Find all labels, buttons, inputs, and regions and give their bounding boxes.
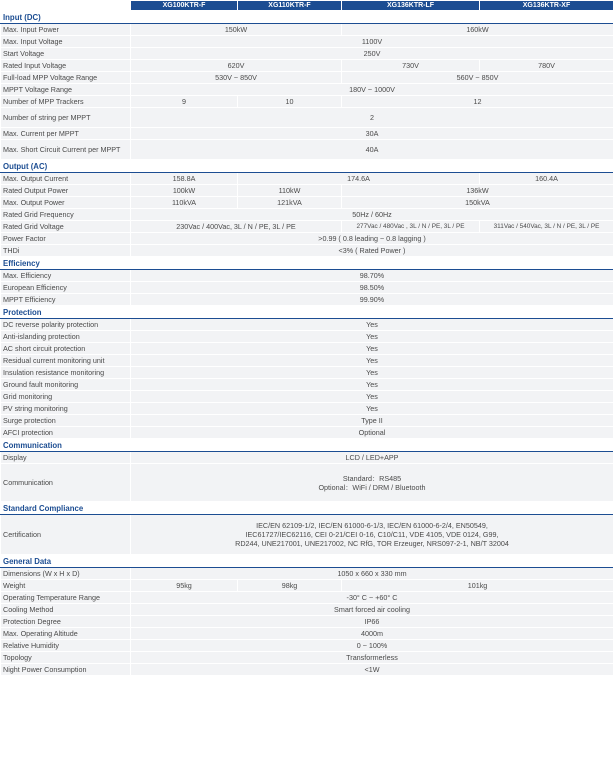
row-value: 136kW <box>342 185 613 197</box>
table-row <box>1 72 613 84</box>
row-label: Display <box>1 452 131 464</box>
table-row <box>1 652 613 664</box>
table-row <box>1 96 613 108</box>
table-row <box>1 24 613 36</box>
row-label: Cooling Method <box>1 604 131 616</box>
table-row <box>1 515 613 555</box>
row-value: Yes <box>131 391 613 403</box>
row-label: Full-load MPP Voltage Range <box>1 72 131 84</box>
row-value: 100kW <box>131 185 238 197</box>
row-value: 277Vac / 480Vac , 3L / N / PE, 3L / PE <box>342 221 480 233</box>
row-value: Yes <box>131 319 613 331</box>
row-label: Max. Input Power <box>1 24 131 36</box>
row-label: Relative Humidity <box>1 640 131 652</box>
table-row <box>1 209 613 221</box>
row-value: 10 <box>238 96 342 108</box>
row-value: 121kVA <box>238 197 342 209</box>
row-value: 4000m <box>131 628 613 640</box>
table-row <box>1 664 613 676</box>
row-value: 99.90% <box>131 294 613 306</box>
row-value: Yes <box>131 343 613 355</box>
row-label: Operating Temperature Range <box>1 592 131 604</box>
row-label: Number of string per MPPT <box>1 108 131 128</box>
section-heading-row <box>1 555 613 568</box>
table-row <box>1 185 613 197</box>
table-row <box>1 245 613 257</box>
table-row <box>1 604 613 616</box>
table-row <box>1 84 613 96</box>
table-row <box>1 391 613 403</box>
row-value: >0.99 ( 0.8 leading ~ 0.8 lagging ) <box>131 233 613 245</box>
row-value: 180V ~ 1000V <box>131 84 613 96</box>
table-row <box>1 319 613 331</box>
row-value: 40A <box>131 140 613 160</box>
section-communication-title: Communication <box>1 439 613 452</box>
row-value: 98kg <box>238 580 342 592</box>
row-value: 30A <box>131 128 613 140</box>
model-header: XG136KTR-XF <box>480 1 613 11</box>
row-value: Yes <box>131 379 613 391</box>
row-label: Max. Short Circuit Current per MPPT <box>1 140 131 160</box>
table-row <box>1 282 613 294</box>
section-protection-title: Protection <box>1 306 613 319</box>
row-label: Power Factor <box>1 233 131 245</box>
table-row <box>1 60 613 72</box>
model-header: XG136KTR-LF <box>342 1 480 11</box>
table-row <box>1 415 613 427</box>
row-label: Max. Operating Altitude <box>1 628 131 640</box>
row-label: Max. Output Current <box>1 173 131 185</box>
table-row <box>1 331 613 343</box>
section-heading-row <box>1 439 613 452</box>
row-label: AFCI protection <box>1 427 131 439</box>
table-row <box>1 173 613 185</box>
section-output-title: Output (AC) <box>1 160 613 173</box>
row-value: 530V ~ 850V <box>131 72 342 84</box>
row-value: 730V <box>342 60 480 72</box>
row-label: PV string monitoring <box>1 403 131 415</box>
header-blank <box>1 1 131 11</box>
row-value: 2 <box>131 108 613 128</box>
row-value: 311Vac / 540Vac, 3L / N / PE, 3L / PE <box>480 221 613 233</box>
row-value: Optional <box>131 427 613 439</box>
row-label: Insulation resistance monitoring <box>1 367 131 379</box>
row-value: 50Hz / 60Hz <box>131 209 613 221</box>
row-value: 158.8A <box>131 173 238 185</box>
row-value: 150kVA <box>342 197 613 209</box>
table-row <box>1 367 613 379</box>
row-label: Start Voltage <box>1 48 131 60</box>
row-value: Type II <box>131 415 613 427</box>
row-value: 1100V <box>131 36 613 48</box>
row-value: Transformerless <box>131 652 613 664</box>
table-row <box>1 568 613 580</box>
row-value: <1W <box>131 664 613 676</box>
row-value: 780V <box>480 60 613 72</box>
row-label: Protection Degree <box>1 616 131 628</box>
row-value: 230Vac / 400Vac, 3L / N / PE, 3L / PE <box>131 221 342 233</box>
row-value: LCD / LED+APP <box>131 452 613 464</box>
row-value: 160.4A <box>480 173 613 185</box>
row-label: Max. Efficiency <box>1 270 131 282</box>
row-label: Number of MPP Trackers <box>1 96 131 108</box>
row-value: 1050 x 660 x 330 mm <box>131 568 613 580</box>
section-heading-row <box>1 160 613 173</box>
row-value: 12 <box>342 96 613 108</box>
row-label: Dimensions (W x H x D) <box>1 568 131 580</box>
table-row <box>1 294 613 306</box>
table-row <box>1 628 613 640</box>
table-row <box>1 343 613 355</box>
row-label: Rated Grid Voltage <box>1 221 131 233</box>
row-value: -30° C ~ +60° C <box>131 592 613 604</box>
row-label: Weight <box>1 580 131 592</box>
row-value: 9 <box>131 96 238 108</box>
row-value: Standard：RS485 Optional：WiFi / DRM / Bluetooth <box>131 464 613 502</box>
table-row <box>1 233 613 245</box>
table-row <box>1 427 613 439</box>
row-label: Certification <box>1 515 131 555</box>
row-value: <3% ( Rated Power ) <box>131 245 613 257</box>
row-label: European Efficiency <box>1 282 131 294</box>
row-value: IEC/EN 62109-1/2, IEC/EN 61000-6-1/3, IEC/EN 61000-6-2/4, EN50549, IEC61727/IEC62116, CEI 0-21/CEI 0-16, C10/C11, VDE 4105, VDE 0124, G99, RD244, UNE217001, UNE217002, NC RfG, TOR Erzeuger, NRS097-2-1, NB/T 32004 <box>131 515 613 555</box>
row-value: Yes <box>131 355 613 367</box>
table-row <box>1 640 613 652</box>
row-label: Max. Input Voltage <box>1 36 131 48</box>
section-general-title: General Data <box>1 555 613 568</box>
row-label: Rated Input Voltage <box>1 60 131 72</box>
row-value: Smart forced air cooling <box>131 604 613 616</box>
model-header: XG100KTR-F <box>131 1 238 11</box>
table-row <box>1 140 613 160</box>
row-value: 174.6A <box>238 173 480 185</box>
row-label: Topology <box>1 652 131 664</box>
row-value: IP66 <box>131 616 613 628</box>
row-value: Yes <box>131 403 613 415</box>
row-value: 98.70% <box>131 270 613 282</box>
row-label: Rated Output Power <box>1 185 131 197</box>
table-row <box>1 452 613 464</box>
table-row <box>1 108 613 128</box>
row-label: Max. Current per MPPT <box>1 128 131 140</box>
row-label: AC short circuit protection <box>1 343 131 355</box>
section-input-title: Input (DC) <box>1 11 613 24</box>
table-row <box>1 221 613 233</box>
table-row <box>1 580 613 592</box>
table-row <box>1 48 613 60</box>
row-value: Yes <box>131 367 613 379</box>
section-efficiency-title: Efficiency <box>1 257 613 270</box>
row-value: 98.50% <box>131 282 613 294</box>
row-label: Communication <box>1 464 131 502</box>
row-value: 250V <box>131 48 613 60</box>
row-value: 95kg <box>131 580 238 592</box>
row-value: 560V ~ 850V <box>342 72 613 84</box>
table-row <box>1 616 613 628</box>
section-heading-row <box>1 502 613 515</box>
row-label: Night Power Consumption <box>1 664 131 676</box>
row-label: Residual current monitoring unit <box>1 355 131 367</box>
row-label: Rated Grid Frequency <box>1 209 131 221</box>
table-row <box>1 403 613 415</box>
row-value: 110kVA <box>131 197 238 209</box>
section-heading-row <box>1 306 613 319</box>
table-row <box>1 379 613 391</box>
row-value: Yes <box>131 331 613 343</box>
section-standard-title: Standard Compliance <box>1 502 613 515</box>
row-value: 150kW <box>131 24 342 36</box>
row-label: Ground fault monitoring <box>1 379 131 391</box>
row-label: Anti-islanding protection <box>1 331 131 343</box>
table-row <box>1 270 613 282</box>
table-row <box>1 355 613 367</box>
row-value: 160kW <box>342 24 613 36</box>
row-value: 620V <box>131 60 342 72</box>
table-row <box>1 197 613 209</box>
section-heading-row <box>1 257 613 270</box>
row-label: MPPT Voltage Range <box>1 84 131 96</box>
row-value: 110kW <box>238 185 342 197</box>
row-label: DC reverse polarity protection <box>1 319 131 331</box>
row-label: Grid monitoring <box>1 391 131 403</box>
row-label: MPPT Efficiency <box>1 294 131 306</box>
table-row <box>1 128 613 140</box>
row-label: Max. Output Power <box>1 197 131 209</box>
table-row <box>1 592 613 604</box>
row-value: 0 ~ 100% <box>131 640 613 652</box>
row-label: Surge protection <box>1 415 131 427</box>
section-heading-row <box>1 11 613 24</box>
row-value: 101kg <box>342 580 613 592</box>
model-header-row <box>1 1 613 11</box>
table-row <box>1 36 613 48</box>
model-header: XG110KTR-F <box>238 1 342 11</box>
row-label: THDi <box>1 245 131 257</box>
table-row <box>1 464 613 502</box>
